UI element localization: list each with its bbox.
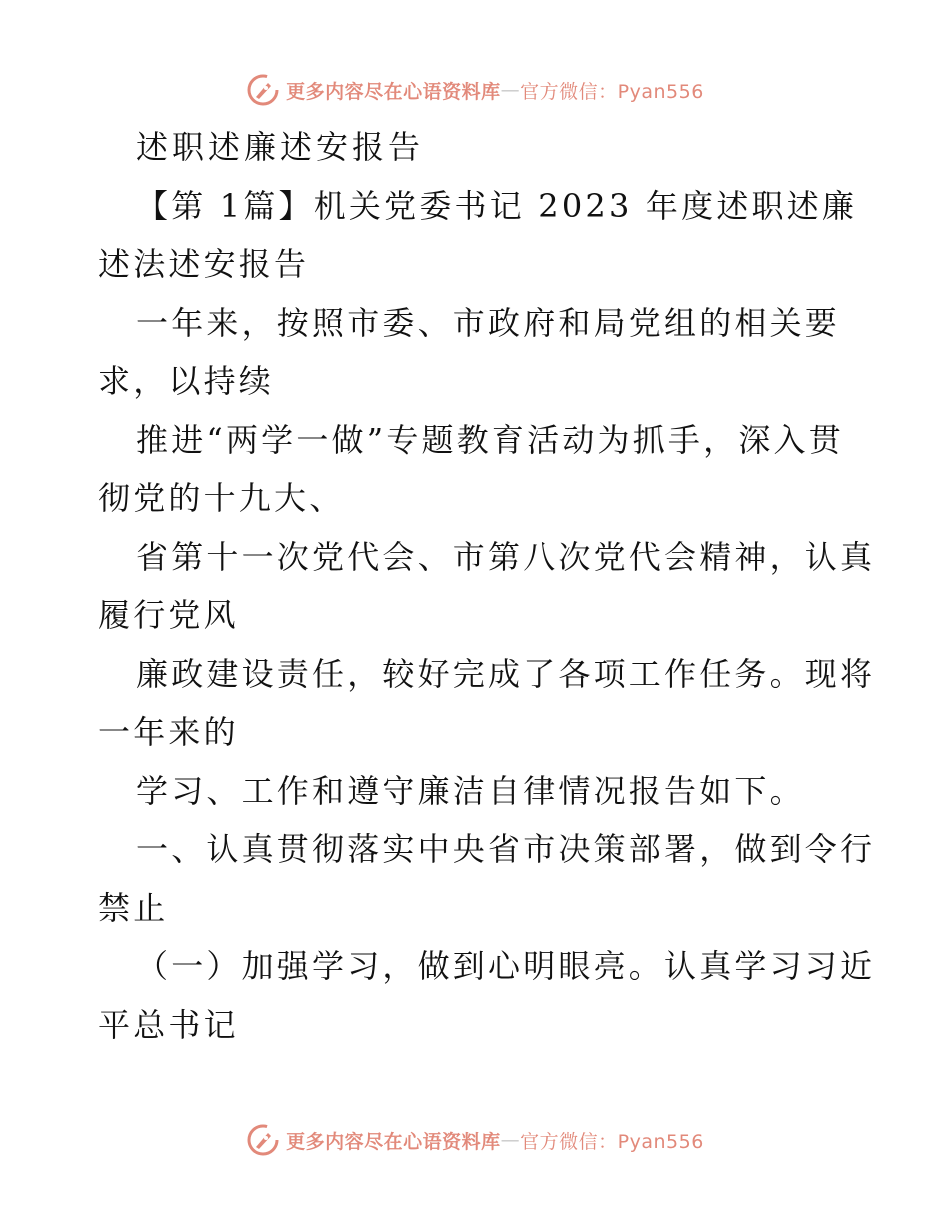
paragraph-line: 学习、工作和遵守廉洁自律情况报告如下。 <box>136 771 805 810</box>
watermark-wechat-text: 官方微信：Pyan556 <box>520 80 704 103</box>
paragraph-line: （一）加强学习，做到心明眼亮。认真学习习近 <box>136 947 876 985</box>
paragraph-line: 推进“两学一做”专题教育活动为抓手，深入贯 <box>136 420 844 459</box>
watermark-dash: — <box>500 79 521 101</box>
paragraph-line: 一年来的 <box>98 713 239 751</box>
paragraph-line: 彻党的十九大、 <box>98 479 345 517</box>
section-heading-continued: 述法述安报告 <box>98 245 310 283</box>
paragraph-line: 求，以持续 <box>98 362 275 400</box>
subsection-heading: 一、认真贯彻落实中央省市决策部署，做到令行 <box>136 830 876 868</box>
watermark-wechat-text: 官方微信：Pyan556 <box>520 1130 704 1153</box>
watermark-site-text: 更多内容尽在心语资料库 <box>286 1130 501 1153</box>
document-title: 述职述廉述安报告 <box>136 128 425 166</box>
paragraph-line: 廉政建设责任，较好完成了各项工作任务。现将 <box>136 654 876 693</box>
paragraph-line: 省第十一次党代会、市第八次党代会精神，认真 <box>136 537 876 576</box>
paragraph-line: 履行党风 <box>98 596 239 634</box>
paragraph-line: 平总书记 <box>98 1005 239 1044</box>
paragraph-line: 一年来，按照市委、市政府和局党组的相关要 <box>136 303 841 342</box>
subsection-heading-continued: 禁止 <box>98 888 169 927</box>
header-watermark <box>0 70 950 110</box>
section-heading: 【第 1篇】机关党委书记 2023 年度述职述廉 <box>136 186 858 225</box>
watermark-site-text: 更多内容尽在心语资料库 <box>286 80 501 103</box>
pen-nib-logo-icon <box>246 73 280 107</box>
watermark-dash: — <box>500 1129 521 1151</box>
footer-watermark <box>0 1120 950 1160</box>
pen-nib-logo-icon <box>246 1123 280 1157</box>
document-body <box>98 118 876 1054</box>
